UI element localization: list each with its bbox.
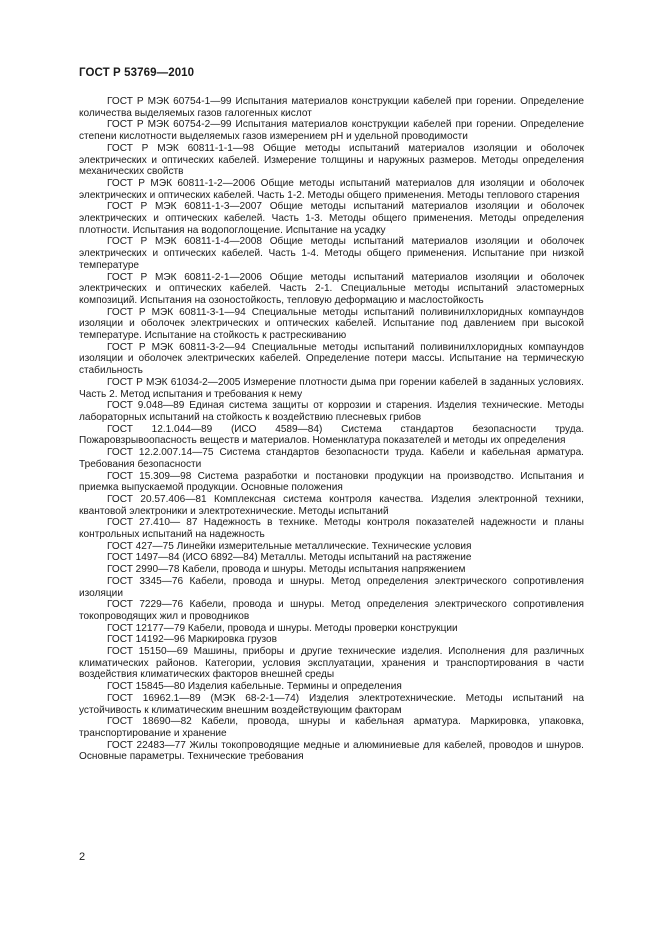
reference-entry: ГОСТ 20.57.406—81 Комплексная система контроля качества. Изделия электронной техники, квантовой электроники и электротехнические. Методы испытаний — [79, 493, 584, 517]
reference-entry: ГОСТ Р МЭК 60811-1-4—2008 Общие методы испытаний материалов изоляции и оболочек электрических и оптических кабелей. Часть 1-4. Методы общего применения. Испытание при низкой температуре — [79, 236, 584, 271]
reference-entry: ГОСТ 3345—76 Кабели, провода и шнуры. Метод определения электрического сопротивления изоляции — [79, 575, 584, 599]
reference-entry: ГОСТ 1497—84 (ИСО 6892—84) Металлы. Методы испытаний на растяжение — [107, 552, 472, 564]
reference-entry: ГОСТ 12177—79 Кабели, провода и шнуры. Методы проверки конструкции — [107, 622, 458, 634]
reference-entry: ГОСТ Р МЭК 60754-1—99 Испытания материалов конструкции кабелей при горении. Определение количества выделяемых газов галогенных кислот — [79, 96, 584, 119]
document-header: ГОСТ Р 53769—2010 — [79, 67, 195, 79]
reference-entry: ГОСТ 18690—82 Кабели, провода, шнуры и кабельная арматура. Маркировка, упаковка, транспортирование и хранение — [79, 716, 584, 739]
reference-entry: ГОСТ 12.2.007.14—75 Система стандартов безопасности труда. Кабели и кабельная арматура. Требования безопасности — [79, 447, 584, 470]
reference-entry: ГОСТ Р МЭК 60811-1-1—98 Общие методы испытаний материалов изоляции и оболочек электрических и оптических кабелей. Измерение толщины и наружных размеров. Методы определения механических свойств — [79, 142, 584, 178]
reference-entry: ГОСТ Р МЭК 60811-1-2—2006 Общие методы испытаний материалов для изоляции и оболочек электрических и оптических кабелей. Часть 1-2. Методы общего применения. Методы теплового старения — [79, 177, 584, 201]
page-number: 2 — [79, 851, 86, 863]
reference-entry: ГОСТ Р МЭК 60811-1-3—2007 Общие методы испытаний материалов изоляции и оболочек электрических и оптических кабелей. Часть 1-3. Методы общего применения. Методы определения плотности. Испытания на водопоглощение. Испытание на усадку — [79, 201, 584, 236]
reference-entry: ГОСТ 2990—78 Кабели, провода и шнуры. Методы испытания напряжением — [107, 564, 466, 576]
reference-entry: ГОСТ Р МЭК 60754-2—99 Испытания материалов конструкции кабелей при горении. Определение степени кислотности выделяемых газов измерением pH и удельной проводимости — [79, 119, 584, 143]
reference-entry: ГОСТ 16962.1—89 (МЭК 68-2-1—74) Изделия электротехнические. Методы испытаний на устойчивость к климатическим внешним воздействующим факторам — [79, 692, 584, 716]
reference-entry: ГОСТ 15.309—98 Система разработки и постановки продукции на производство. Испытания и приемка выпускаемой продукции. Основные положения — [79, 470, 584, 494]
reference-entry: ГОСТ Р МЭК 60811-3-1—94 Специальные методы испытаний поливинилхлоридных компаундов изоляции и оболочек электрических и оптических кабелей. Испытание под давлением при высокой температуре. Испытание на стойкость к растрескиванию — [79, 306, 584, 342]
reference-entry: ГОСТ 7229—76 Кабели, провода и шнуры. Метод определения электрического сопротивления токопроводящих жил и проводников — [79, 599, 584, 622]
reference-entry: ГОСТ 12.1.044—89 (ИСО 4589—84) Система стандартов безопасности труда. Пожаровзрывоопасность веществ и материалов. Номенклатура показателей и методы их определения — [79, 423, 584, 447]
reference-entry: ГОСТ 14192—96 Маркировка грузов — [107, 634, 278, 646]
reference-entry: ГОСТ 15150—69 Машины, приборы и другие технические изделия. Исполнения для различных климатических районов. Категории, условия эксплуатации, хранения и транспортирования в части воздействия климатических факторов внешней среды — [79, 646, 584, 681]
reference-entry: ГОСТ Р МЭК 60811-3-2—94 Специальные методы испытаний поливинилхлоридных компаундов изоляции и оболочек электрических кабелей. Определение потери массы. Испытание на термическую стабильность — [79, 341, 584, 377]
reference-entry: ГОСТ Р МЭК 60811-2-1—2006 Общие методы испытаний материалов изоляции и оболочек электрических и оптических кабелей. Часть 2-1. Специальные методы испытаний эластомерных композиций. Испытания на озоностойкость, тепловую деформацию и маслостойкость — [79, 271, 584, 306]
reference-entry: ГОСТ Р МЭК 61034-2—2005 Измерение плотности дыма при горении кабелей в заданных условиях. Часть 2. Метод испытания и требования к нему — [79, 376, 584, 400]
reference-entry: ГОСТ 9.048—89 Единая система защиты от коррозии и старения. Изделия технические. Методы лабораторных испытаний на стойкость к воздействию плесневых грибов — [79, 400, 584, 423]
reference-entry: ГОСТ 22483—77 Жилы токопроводящие медные и алюминиевые для кабелей, проводов и шнуров. Основные параметры. Технические требования — [79, 739, 584, 763]
normative-references — [79, 96, 584, 763]
reference-entry: ГОСТ 27.410— 87 Надежность в технике. Методы контроля показателей надежности и планы контрольных испытаний на надежность — [79, 517, 584, 541]
reference-entry: ГОСТ 427—75 Линейки измерительные металлические. Технические условия — [107, 540, 472, 552]
reference-entry: ГОСТ 15845—80 Изделия кабельные. Термины и определения — [107, 681, 402, 693]
